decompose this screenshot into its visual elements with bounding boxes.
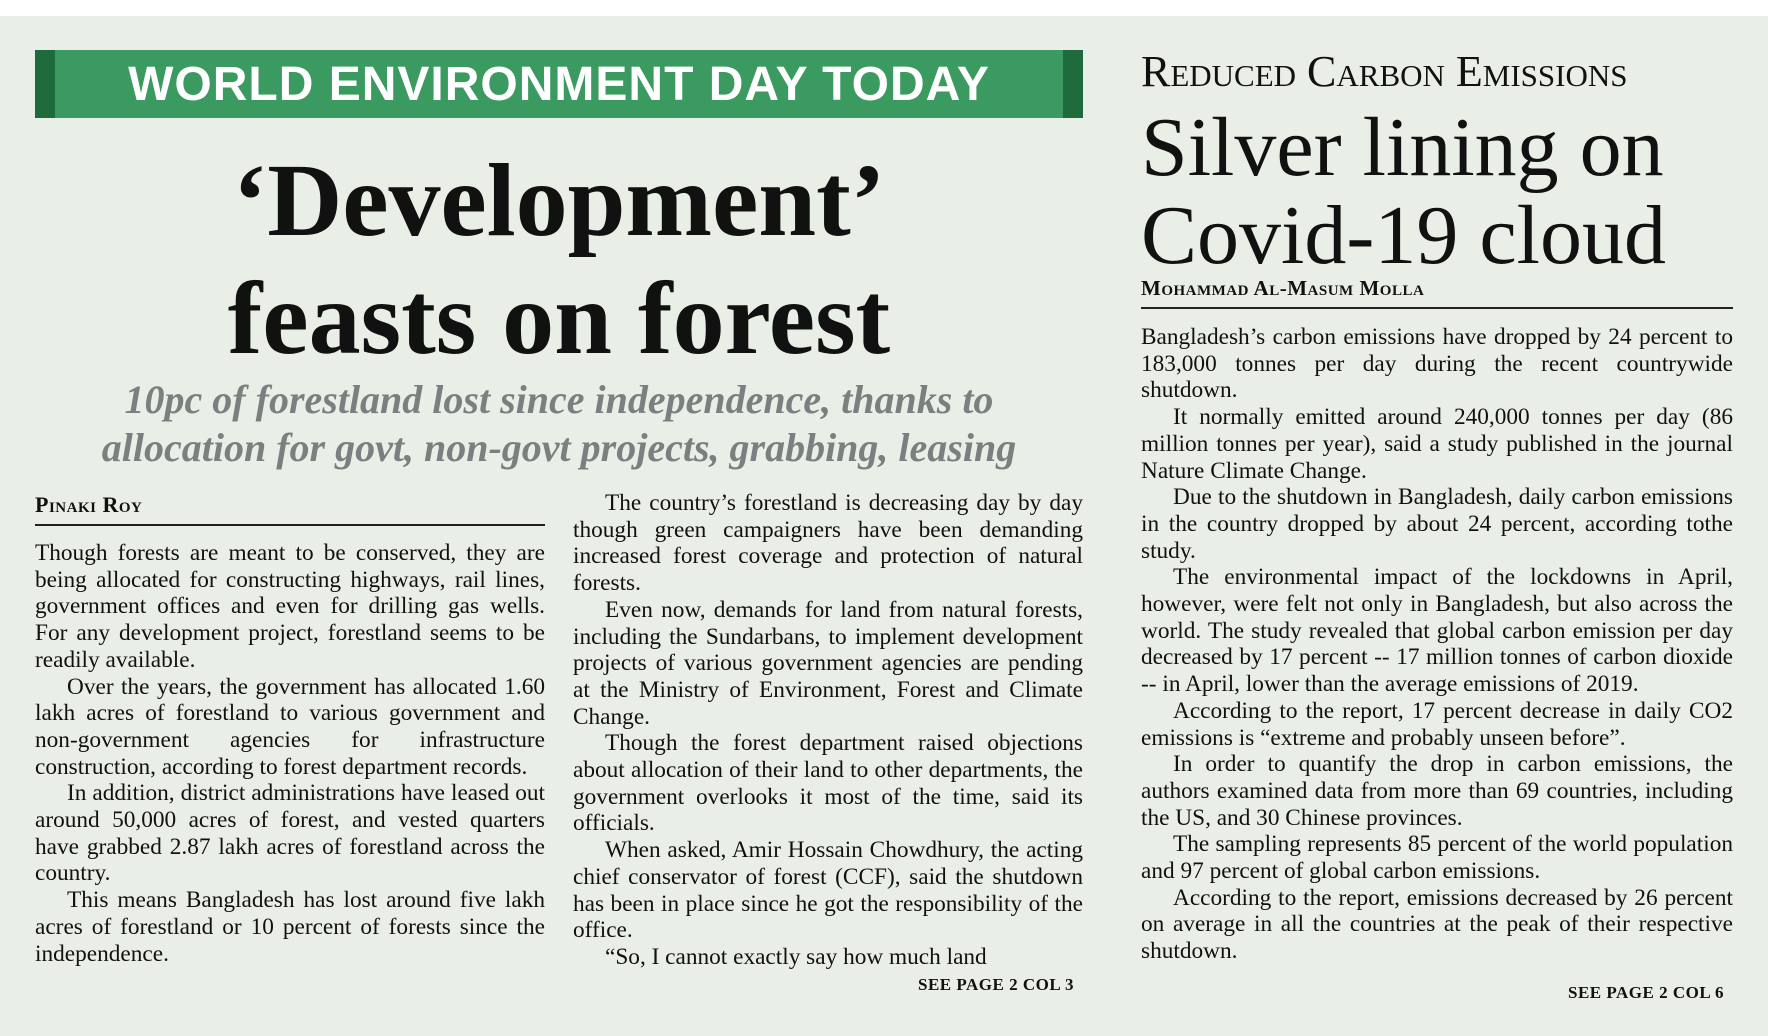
paragraph: Even now, demands for land from natural forests, including the Sundarbans, to implement development projects of various government agencies are pending at the Ministry of Environment, Forest and Climate Change. <box>573 596 1083 730</box>
top-border <box>0 0 1768 16</box>
main-headline <box>35 142 1083 378</box>
right-byline-rule <box>1141 307 1733 309</box>
left-story-column-1 <box>35 540 545 967</box>
paragraph: Over the years, the government has allocated 1.60 lakh acres of forestland to various government and non-government agencies for infrastructure construction, according to forest department records. <box>35 673 545 780</box>
subhead-line-2: allocation for govt, non-govt projects, grabbing, leasing <box>101 425 1017 470</box>
paragraph: Due to the shutdown in Bangladesh, daily carbon emissions in the country dropped by about 24 percent, according tothe study. <box>1141 484 1733 564</box>
left-byline: Pinaki Roy <box>35 492 143 517</box>
right-headline-line-1: Silver lining on <box>1141 101 1664 194</box>
paragraph: It normally emitted around 240,000 tonnes per day (86 million tonnes per year), said a study published in the journal Nature Climate Change. <box>1141 404 1733 484</box>
paragraph: When asked, Amir Hossain Chowdhury, the acting chief conservator of forest (CCF), said the shutdown has been in place since he got the responsibility of the office. <box>573 837 1083 944</box>
right-story-column <box>1141 324 1733 965</box>
paragraph: Though forests are meant to be conserved, they are being allocated for constructing highways, rail lines, government offices and even for drilling gas wells. For any development project, forestland seems to be readily available. <box>35 540 545 673</box>
paragraph: The environmental impact of the lockdowns in April, however, were felt not only in Bangladesh, but also across the world. The study revealed that global carbon emission per day decreased by 17 percent -- 17 million tonnes of carbon dioxide -- in April, lower than the average emissions of 2019. <box>1141 564 1733 698</box>
right-continuation-link[interactable]: SEE PAGE 2 COL 6 <box>1568 983 1724 1002</box>
left-byline-rule <box>35 524 545 526</box>
right-kicker: Reduced Carbon Emissions <box>1141 47 1628 96</box>
headline-line-2: feasts on forest <box>227 261 891 376</box>
left-continuation-link[interactable]: SEE PAGE 2 COL 3 <box>918 975 1074 994</box>
paragraph: According to the report, 17 percent decrease in daily CO2 emissions is “extreme and probably unseen before”. <box>1141 697 1733 751</box>
left-story-column-2 <box>573 490 1083 971</box>
paragraph: The country’s forestland is decreasing day by day though green campaigners have been demanding increased forest coverage and protection of natural forests. <box>573 490 1083 597</box>
paragraph: This means Bangladesh has lost around five lakh acres of forestland or 10 percent of forests since the independence. <box>35 887 545 967</box>
paragraph: In order to quantify the drop in carbon emissions, the authors examined data from more than 69 countries, including the US, and 30 Chinese provinces. <box>1141 751 1733 831</box>
right-headline-line-2: Covid-19 cloud <box>1141 189 1666 282</box>
paragraph: Though the forest department raised objections about allocation of their land to other departments, the government overlooks it most of the time, said its officials. <box>573 730 1083 837</box>
headline-line-1: ‘Development’ <box>232 143 886 258</box>
right-headline <box>1141 101 1741 282</box>
paragraph: Bangladesh’s carbon emissions have dropped by 24 percent to 183,000 tonnes per day during the recent countrywide shutdown. <box>1141 324 1733 404</box>
right-byline: Mohammad Al-Masum Molla <box>1141 276 1425 300</box>
paragraph: According to the report, emissions decreased by 26 percent on average in all the countries at the peak of their respective shutdown. <box>1141 884 1733 965</box>
paragraph: The sampling represents 85 percent of the world population and 97 percent of global carbon emissions. <box>1141 831 1733 885</box>
banner-text: WORLD ENVIRONMENT DAY TODAY <box>128 57 990 111</box>
sub-headline <box>35 376 1083 472</box>
paragraph: In addition, district administrations have leased out around 50,000 acres of forest, and vested quarters have grabbed 2.87 lakh acres of forestland across the country. <box>35 780 545 887</box>
subhead-line-1: 10pc of forestland lost since independence, thanks to <box>124 377 994 422</box>
section-banner <box>35 50 1083 118</box>
paragraph: “So, I cannot exactly say how much land <box>605 943 987 970</box>
